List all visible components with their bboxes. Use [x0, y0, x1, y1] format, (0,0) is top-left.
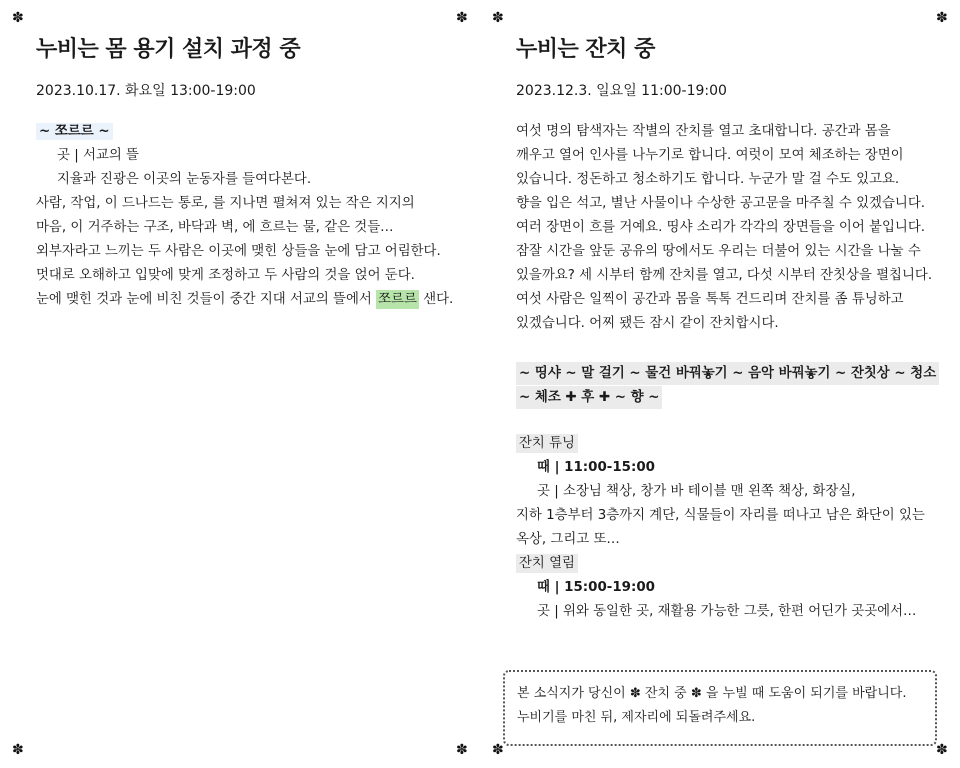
- right-intro-line: 향을 입은 석고, 별난 사물이나 수상한 공고문을 마주칠 수 있겠습니다.: [516, 196, 926, 211]
- left-page-body: [36, 120, 453, 312]
- right-intro-line: 여섯 명의 탐색자는 작별의 잔치를 열고 초대합니다. 공간과 몸을: [516, 124, 891, 139]
- left-place: 곳 | 서교의 뜰: [57, 148, 139, 163]
- corner-mark-bottom-left: ✽: [12, 742, 24, 758]
- left-text-line: 사람, 작업, 이 드나드는 통로, 를 지나면 펼쳐져 있는 작은 지지의: [36, 196, 415, 211]
- section-heading-open: 잔치 열림: [516, 554, 578, 573]
- section-tuning-place: 곳 | 소장님 책상, 창가 바 테이블 맨 왼쪽 책상, 화장실,: [537, 484, 856, 499]
- left-last-after: 샌다.: [418, 292, 454, 307]
- left-highlight: 쪼르르: [378, 292, 417, 307]
- section-tuning-place-cont: 지하 1층부터 3층까지 계단, 식물들이 자리를 떠나고 남은 화단이 있는: [516, 508, 925, 523]
- left-page-date: 2023.10.17. 화요일 13:00-19:00: [36, 83, 256, 99]
- right-intro-line: 여러 장면이 흐를 거예요. 띵샤 소리가 각각의 장면들을 이어 붙입니다.: [516, 220, 926, 235]
- corner-mark-top-right: ✽: [936, 10, 948, 26]
- section-tuning-place-cont: 옥상, 그리고 또…: [516, 532, 620, 547]
- program-chips: [516, 362, 939, 409]
- program-chips-line-2: ~ 체조 ✚ 후 ✚ ~ 향 ~: [516, 386, 662, 409]
- right-intro-line: 여섯 사람은 일찍이 공간과 몸을 톡톡 건드리며 잔치를 좀 튜닝하고: [516, 292, 904, 307]
- right-intro: [516, 120, 932, 336]
- left-text-line: 지율과 진광은 이곳의 눈동자를 들여다본다.: [57, 172, 312, 187]
- right-intro-line: 있겠습니다. 어찌 됐든 잠시 같이 잔치합시다.: [516, 316, 779, 331]
- corner-mark-top-mid-left: ✽: [456, 10, 468, 26]
- corner-mark-top-left: ✽: [12, 10, 24, 26]
- corner-mark-bottom-right: ✽: [936, 742, 948, 758]
- section-open-time: 때 | 15:00-19:00: [537, 580, 655, 595]
- section-heading-tuning: 잔치 튜닝: [516, 434, 578, 453]
- right-intro-line: 잠잘 시간을 앞둔 공유의 땅에서도 우리는 더불어 있는 시간을 나눌 수: [516, 244, 921, 259]
- corner-mark-top-mid-right: ✽: [492, 10, 504, 26]
- right-page-title: 누비는 잔치 중: [516, 37, 655, 62]
- left-text-line: 멋대로 오해하고 입맞에 맞게 조정하고 두 사람의 것을 얹어 둔다.: [36, 268, 415, 283]
- left-text-line: 마음, 이 거주하는 구조, 바닥과 벽, 에 흐르는 물, 같은 것들…: [36, 220, 394, 235]
- left-tag: ~ 쪼르르 ~: [36, 123, 113, 140]
- right-schedule: [516, 432, 925, 624]
- notice-line-2: 누비기를 마친 뒤, 제자리에 되돌려주세요.: [517, 710, 756, 725]
- right-page-date: 2023.12.3. 일요일 11:00-19:00: [516, 83, 727, 99]
- corner-mark-bottom-mid-left: ✽: [456, 742, 468, 758]
- program-chips-line-1: ~ 띵샤 ~ 말 걸기 ~ 물건 바꿔놓기 ~ 음악 바꿔놓기 ~ 잔칫상 ~ 청소: [516, 362, 939, 385]
- right-intro-line: 있을까요? 세 시부터 함께 잔치를 열고, 다섯 시부터 잔칫상을 펼칩니다.: [516, 268, 933, 283]
- left-text-line-last: [36, 288, 453, 312]
- section-tuning-time: 때 | 11:00-15:00: [537, 460, 655, 475]
- right-intro-line: 깨우고 열어 인사를 나누기로 합니다. 여럿이 모여 체조하는 장면이: [516, 148, 904, 163]
- right-intro-line: 있습니다. 정돈하고 청소하기도 합니다. 누군가 말 걸 수도 있고요.: [516, 172, 900, 187]
- notice-box: [503, 670, 937, 746]
- corner-mark-bottom-mid-right: ✽: [492, 742, 504, 758]
- left-text-line: 외부자라고 느끼는 두 사람은 이곳에 맺힌 상들을 눈에 담고 어림한다.: [36, 244, 441, 259]
- notice-line-1: 본 소식지가 당신이 ✽ 잔치 중 ✽ 을 누빌 때 도움이 되기를 바랍니다.: [517, 686, 907, 701]
- left-page-title: 누비는 몸 용기 설치 과정 중: [36, 37, 301, 62]
- section-open-place: 곳 | 위와 동일한 곳, 재활용 가능한 그릇, 한편 어딘가 곳곳에서…: [537, 604, 917, 619]
- left-last-before: 눈에 맺힌 것과 눈에 비친 것들이 중간 지대 서교의 뜰에서: [36, 292, 377, 307]
